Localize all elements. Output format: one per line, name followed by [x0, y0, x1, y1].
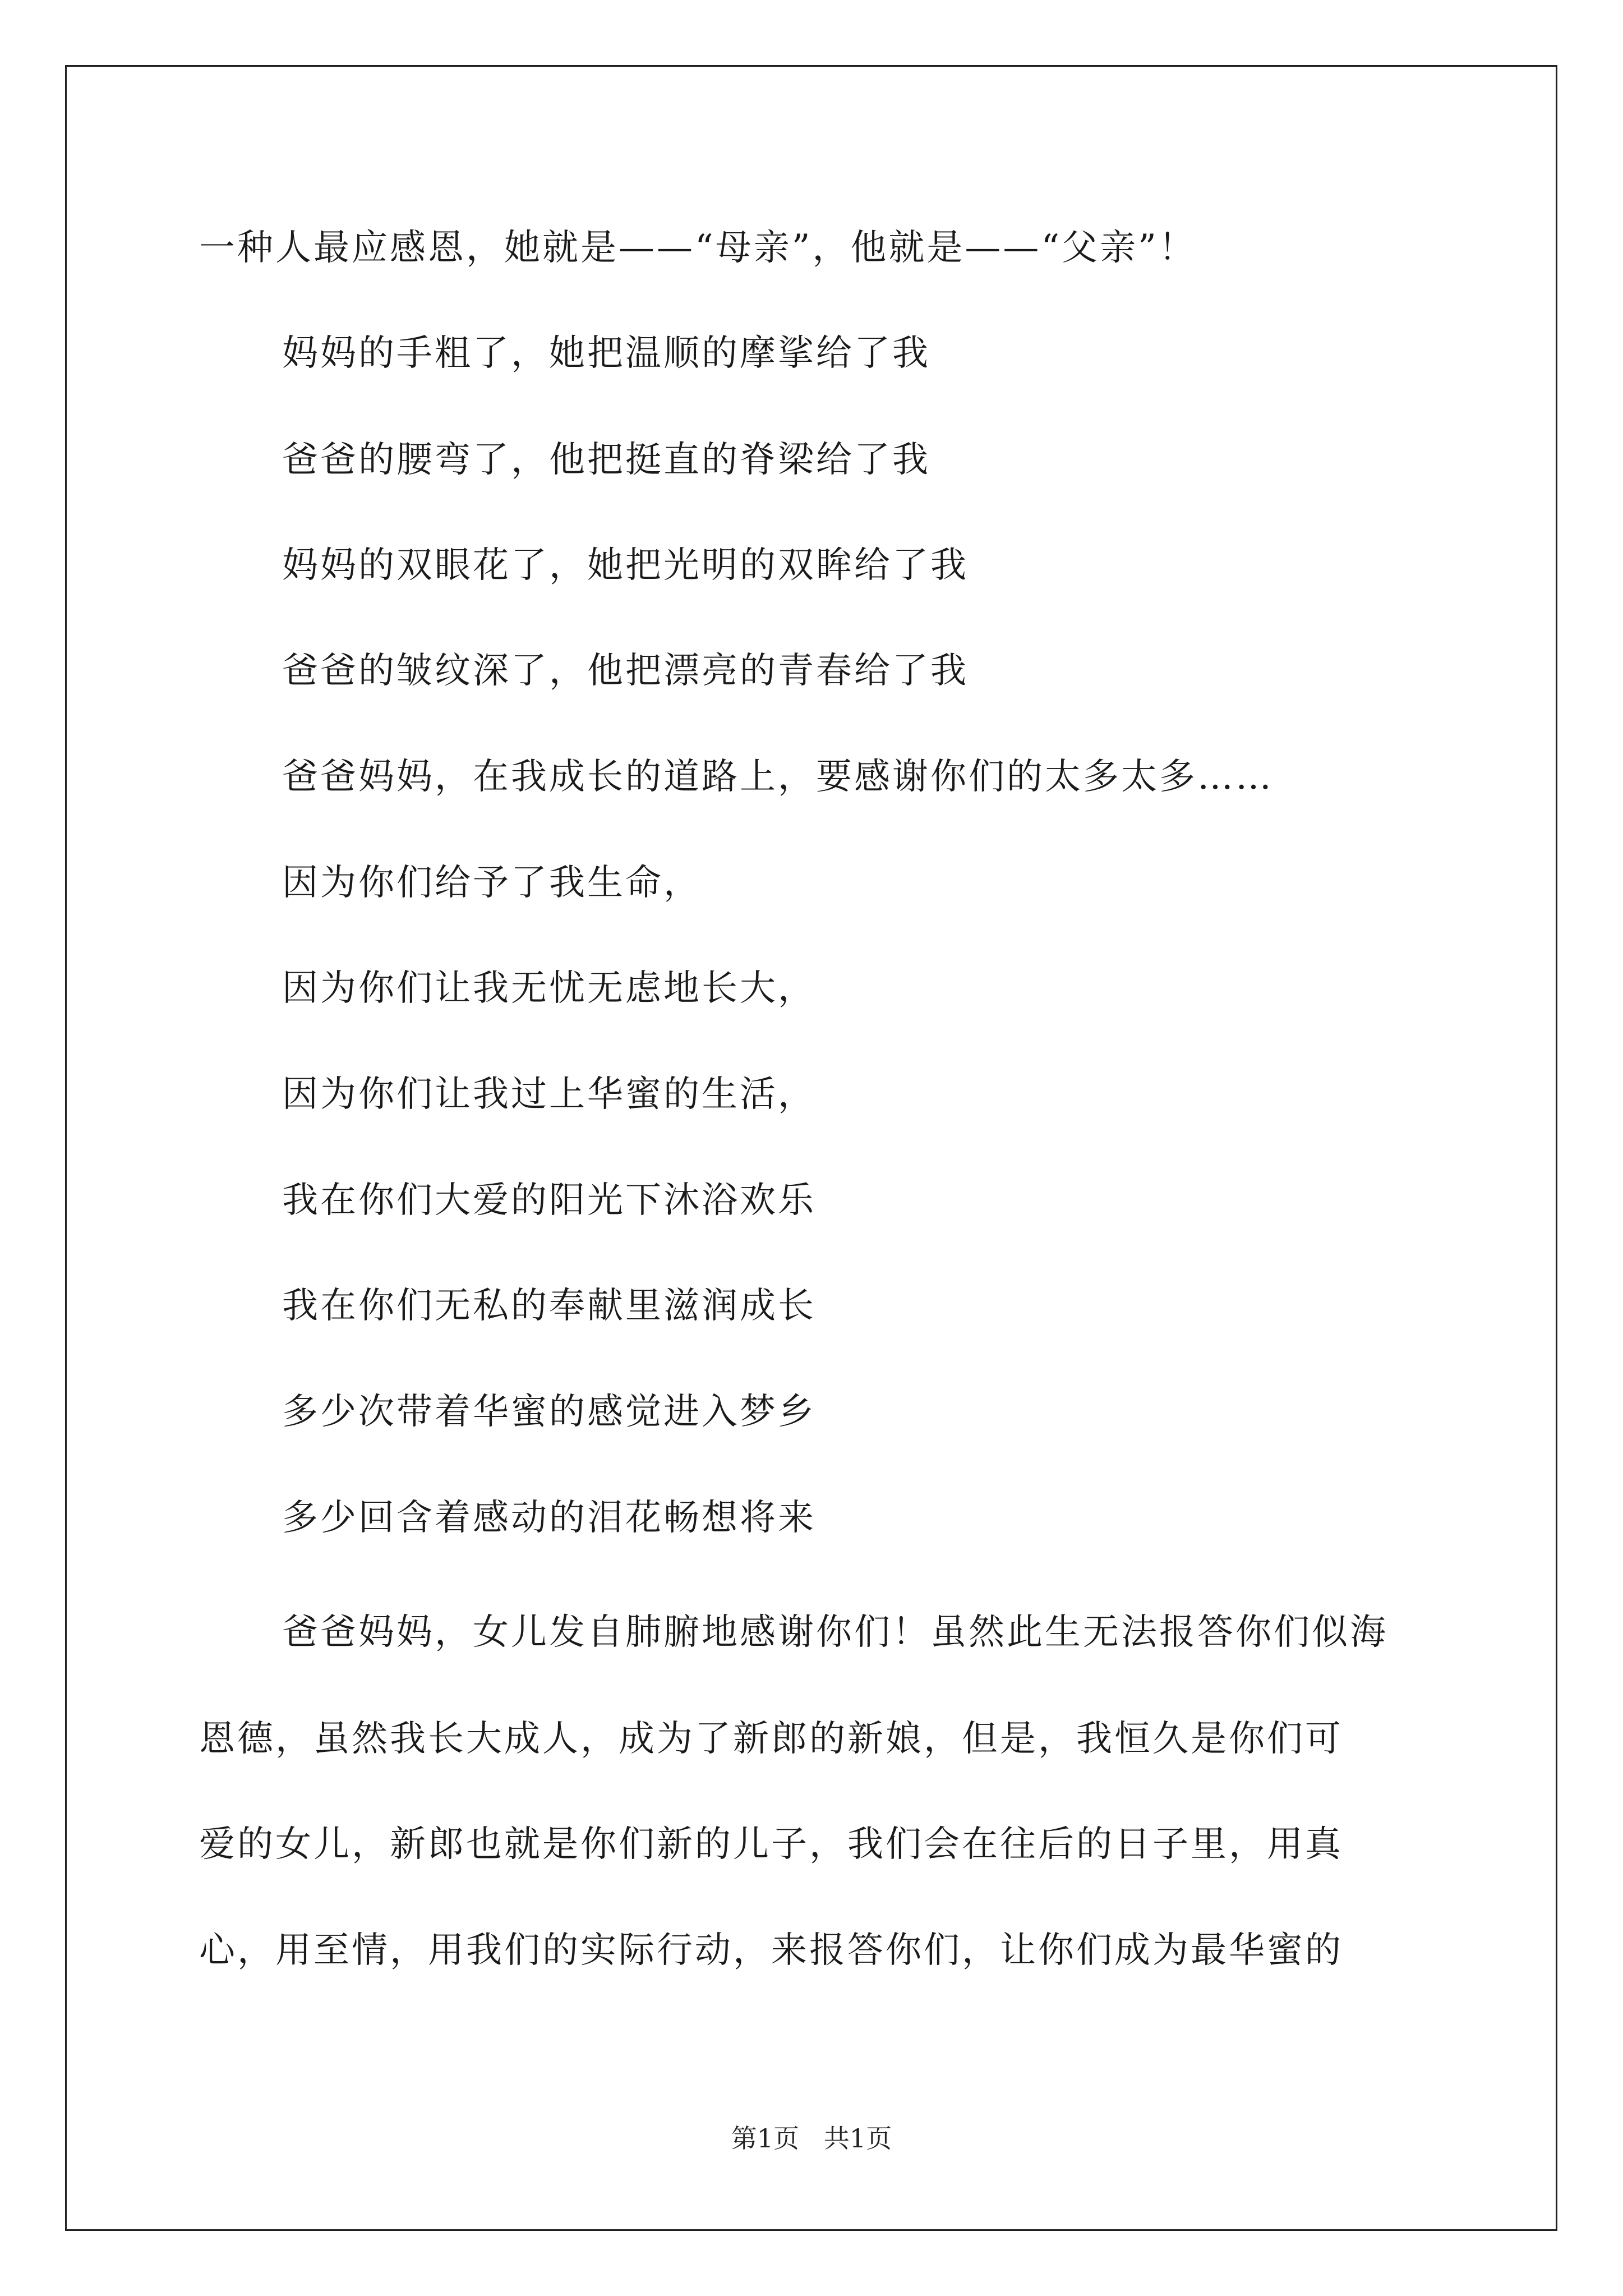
text-line-16: 爱的女儿，新郎也就是你们新的儿子，我们会在往后的日子里，用真	[199, 1824, 1343, 1865]
text-line-17: 心，用至情，用我们的实际行动，来报答你们，让你们成为最华蜜的	[199, 1930, 1343, 1971]
text-line-9: 因为你们让我过上华蜜的生活，	[282, 1074, 816, 1115]
text-line-1: 一种人最应感恩，她就是——“母亲”，他就是——“父亲”！	[199, 227, 1197, 269]
text-line-12: 多少次带着华蜜的感觉进入梦乡	[282, 1391, 816, 1433]
text-line-8: 因为你们让我无忧无虑地长大，	[282, 968, 816, 1009]
text-line-6: 爸爸妈妈，在我成长的道路上，要感谢你们的太多太多……	[282, 756, 1274, 798]
text-line-4: 妈妈的双眼花了，她把光明的双眸给了我	[282, 545, 969, 586]
text-line-5: 爸爸的皱纹深了，他把漂亮的青春给了我	[282, 650, 969, 692]
text-line-7: 因为你们给予了我生命，	[282, 862, 702, 904]
page-footer	[0, 2122, 1623, 2155]
text-line-11: 我在你们无私的奉献里滋润成长	[282, 1285, 816, 1327]
text-line-3: 爸爸的腰弯了，他把挺直的脊梁给了我	[282, 439, 930, 481]
text-line-10: 我在你们大爱的阳光下沐浴欢乐	[282, 1180, 816, 1221]
page-number: 第1页 共1页	[731, 2123, 892, 2154]
text-line-15: 恩德，虽然我长大成人，成为了新郎的新娘，但是，我恒久是你们可	[199, 1718, 1343, 1760]
page-border	[65, 65, 1557, 2231]
text-line-13: 多少回含着感动的泪花畅想将来	[282, 1497, 816, 1539]
text-line-2: 妈妈的手粗了，她把温顺的摩挲给了我	[282, 333, 930, 374]
text-line-14: 爸爸妈妈，女儿发自肺腑地感谢你们！虽然此生无法报答你们似海	[282, 1612, 1388, 1653]
